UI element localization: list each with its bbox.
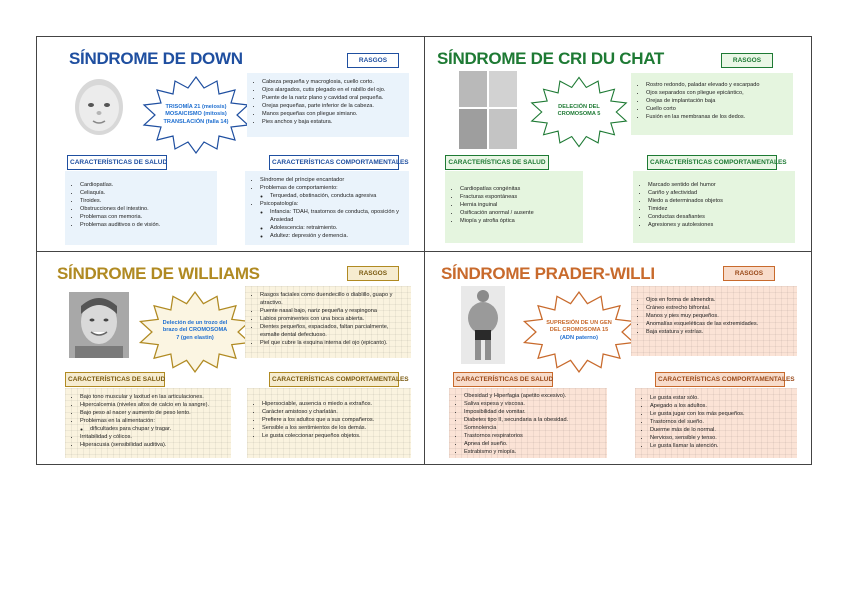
infographic-sheet xyxy=(36,36,812,465)
williams-salud-5: • Irritabilidad y cólicos. xyxy=(80,433,225,441)
down-salud-1: • Cardiopatías. xyxy=(80,181,211,189)
down-rasgo-4: • Orejas pequeñas, parte inferior de la cabeza. xyxy=(262,102,403,110)
williams-rasgo-5: • Piel que cubre la esquina interna del ojo (epicanto). xyxy=(260,339,405,347)
down-comp-3a: ◦ Infancia: TDAH, trastornos de conducta, oposición y Ansiedad xyxy=(270,208,403,224)
williams-salud-1: • Bajo tono muscular y laxitud en las articulaciones. xyxy=(80,393,225,401)
down-comp-3-text: Psicopatología: xyxy=(260,201,299,207)
prader-comp-label: CARACTERÍSTICAS COMPORTAMENTALES xyxy=(655,372,785,387)
down-comp-2 xyxy=(260,184,403,200)
williams-salud-4-text: Problemas en la alimentación: xyxy=(80,418,155,424)
cri-salud-panel xyxy=(445,171,583,243)
cri-salud-5: • Miopía y atrofia óptica xyxy=(460,217,577,225)
down-comp-panel xyxy=(245,171,409,245)
down-salud-label: CARACTERÍSTICAS DE SALUD xyxy=(67,155,167,170)
williams-salud-6: • Hiperacusia (sensibilidad auditiva). xyxy=(80,441,225,449)
williams-comp-panel xyxy=(247,388,411,458)
cri-comp-panel xyxy=(633,171,795,243)
down-quadrant xyxy=(37,37,424,251)
prader-title: SÍNDROME PRADER-WILLI xyxy=(441,264,655,283)
prader-comp-2: • Apegado a los adultos. xyxy=(650,402,791,410)
williams-star-line-3: 7 (gen elastin) xyxy=(176,334,214,341)
prader-salud-3: • Imposibilidad de vomitar. xyxy=(464,408,601,416)
down-salud-3: • Tiroides. xyxy=(80,197,211,205)
down-comp-3 xyxy=(260,200,403,240)
cri-photo-4 xyxy=(489,109,517,149)
prader-comp-6: • Nervioso, sensible y tenso. xyxy=(650,434,791,442)
down-rasgo-1: • Cabeza pequeña y macroglosia, cuello corto. xyxy=(262,78,403,86)
williams-title: SÍNDROME DE WILLIAMS xyxy=(57,264,260,283)
prader-rasgo-1: • Ojos en forma de almendra. xyxy=(646,296,791,304)
williams-salud-4 xyxy=(80,417,225,433)
prader-rasgo-2: • Cráneo estrecho bifrontal. xyxy=(646,304,791,312)
williams-rasgo-2: • Puente nasal bajo, nariz pequeña y respingona xyxy=(260,307,405,315)
cri-quadrant xyxy=(425,37,811,251)
cri-salud-1: • Cardiopatías congénitas xyxy=(460,185,577,193)
prader-salud-4: • Diabetes tipo II, secundaria a la obesidad. xyxy=(464,416,601,424)
prader-comp-1: • Le gusta estar sólo. xyxy=(650,394,791,402)
prader-salud-5: • Somnolencia xyxy=(464,424,601,432)
williams-comp-label: CARACTERÍSTICAS COMPORTAMENTALES xyxy=(269,372,399,387)
prader-salud-label: CARACTERÍSTICAS DE SALUD xyxy=(453,372,553,387)
down-rasgo-6: • Pies anchos y baja estatura. xyxy=(262,118,403,126)
cri-salud-4: • Osificación anormal / ausente xyxy=(460,209,577,217)
prader-quadrant xyxy=(425,252,811,464)
down-comp-1: • Síndrome del príncipe encantador xyxy=(260,176,403,184)
prader-star-line-3: (ADN paterno) xyxy=(560,334,598,341)
prader-comp-3: • Le gusta jugar con los más pequeños. xyxy=(650,410,791,418)
williams-star-text xyxy=(151,310,239,352)
cri-title: SÍNDROME DE CRI DU CHAT xyxy=(437,49,665,68)
cri-comp-5: • Conductas desafiantes xyxy=(648,213,789,221)
down-salud-2: • Celiaquía. xyxy=(80,189,211,197)
cri-salud-2: • Fracturas espontáneas xyxy=(460,193,577,201)
prader-star-line-2: DEL CROMOSOMA 15 xyxy=(549,327,609,334)
down-comp-2a: ◦ Terquedad, obstinación, conducta agresiva xyxy=(270,192,403,200)
cri-salud-label: CARACTERÍSTICAS DE SALUD xyxy=(445,155,549,170)
down-comp-3b: ◦ Adolescencia: retraimiento. xyxy=(270,224,403,232)
williams-rasgos-label: RASGOS xyxy=(347,266,399,281)
williams-rasgo-4: • Dientes pequeños, espaciados, faltan parcialmente, esmalte dental defectuoso. xyxy=(260,323,405,339)
cri-comp-2: • Cariño y afectividad xyxy=(648,189,789,197)
cri-rasgos-panel xyxy=(631,73,793,135)
prader-salud-8: • Estrabismo y miopía. xyxy=(464,448,601,456)
williams-rasgo-1: • Rasgos faciales como duendecillo o diablillo, guapo y atractivo. xyxy=(260,291,405,307)
cri-comp-label: CARACTERÍSTICAS COMPORTAMENTALES xyxy=(647,155,777,170)
down-rasgo-3: • Puente de la nariz plano y cavidad oral pequeña. xyxy=(262,94,403,102)
down-star-line-3: TRANSLACIÓN (falla 14) xyxy=(163,118,229,125)
williams-salud-4a: ◦ dificultades para chupar y tragar. xyxy=(90,425,225,433)
williams-rasgo-3: • Labios prominentes con una boca abierta. xyxy=(260,315,405,323)
cri-rasgo-5: • Fusión en las membranas de los dedos. xyxy=(646,113,787,121)
williams-rasgos-panel xyxy=(245,286,411,358)
williams-comp-2: • Carácter amistoso y charlatán. xyxy=(262,408,405,416)
cri-star-line-1: DELECIÓN DEL xyxy=(558,103,600,110)
cri-photo-3 xyxy=(459,109,487,149)
prader-salud-6: • Trastornos respiratorios xyxy=(464,432,601,440)
prader-salud-1: • Obesidad y Hiperfagia (apetito excesivo). xyxy=(464,392,601,400)
cri-star-text xyxy=(543,91,615,131)
down-comp-2-text: Problemas de comportamiento: xyxy=(260,185,338,191)
williams-comp-4: • Sensible a los sentimientos de los demás. xyxy=(262,424,405,432)
williams-salud-2: • Hipercalcemia (niveles altos de calcio en la sangre). xyxy=(80,401,225,409)
down-star-text xyxy=(155,91,237,139)
prader-salud-2: • Saliva espesa y viscosa. xyxy=(464,400,601,408)
prader-rasgo-4: • Anomalías esqueléticas de las extremidades. xyxy=(646,320,791,328)
williams-comp-5: • Le gusta coleccionar pequeños objetos. xyxy=(262,432,405,440)
prader-salud-panel xyxy=(449,388,607,458)
down-salud-panel xyxy=(65,171,217,245)
down-comp-3c: ◦ Adultez: depresión y demencia. xyxy=(270,232,403,240)
williams-salud-panel xyxy=(65,388,231,458)
down-title: SÍNDROME DE DOWN xyxy=(69,49,243,68)
williams-star-line-1: Deleción de un trozo del xyxy=(162,319,228,326)
williams-comp-3: • Prefiere a los adultos que a sus compañeros. xyxy=(262,416,405,424)
prader-child-photo xyxy=(461,286,505,364)
cri-comp-6: • Agresiones y autolesiones xyxy=(648,221,789,229)
prader-rasgos-panel xyxy=(631,286,797,356)
down-rasgo-2: • Ojos alargados, cutis plegado en el rabillo del ojo. xyxy=(262,86,403,94)
prader-comp-panel xyxy=(635,388,797,458)
williams-comp-1: • Hipersociable, ausencia o miedo a extraños. xyxy=(262,400,405,408)
prader-star-text xyxy=(535,310,623,352)
cri-comp-1: • Marcado sentido del humor xyxy=(648,181,789,189)
prader-rasgo-5: • Baja estatura y estrías. xyxy=(646,328,791,336)
williams-star-line-2: brazo del CROMOSOMA xyxy=(162,327,228,334)
prader-comp-5: • Duerme más de lo normal. xyxy=(650,426,791,434)
cri-rasgo-4: • Cuello corto xyxy=(646,105,787,113)
down-baby-photo xyxy=(69,75,127,139)
williams-child-photo xyxy=(69,292,129,358)
down-salud-4: • Obstrucciones del intestino. xyxy=(80,205,211,213)
prader-star-line-1: SUPRESIÓN DE UN GEN xyxy=(546,319,612,326)
prader-comp-7: • Le gusta llamar la atención. xyxy=(650,442,791,450)
cri-rasgos-label: RASGOS xyxy=(721,53,773,68)
cri-rasgo-1: • Rostro redondo, paladar elevado y escarpado xyxy=(646,81,787,89)
prader-comp-4: • Trastornos del sueño. xyxy=(650,418,791,426)
williams-quadrant xyxy=(37,252,424,464)
down-star-line-2: MOSAICISMO (mitosis) xyxy=(165,111,227,118)
prader-rasgos-label: RASGOS xyxy=(723,266,775,281)
cri-comp-4: • Timidez xyxy=(648,205,789,213)
down-salud-5: • Problemas con memoria. xyxy=(80,213,211,221)
cri-salud-3: • Hernia inguinal xyxy=(460,201,577,209)
down-salud-6: • Problemas auditivos o de visión. xyxy=(80,221,211,229)
down-comp-label: CARACTERÍSTICAS COMPORTAMENTALES xyxy=(269,155,399,170)
prader-salud-7: • Apnea del sueño. xyxy=(464,440,601,448)
cri-photo-2 xyxy=(489,71,517,107)
down-star-line-1: TRISOMÍA 21 (meiosis) xyxy=(165,103,227,110)
down-rasgos-label: RASGOS xyxy=(347,53,399,68)
cri-rasgo-2: • Ojos separados con pliegue epicántico, xyxy=(646,89,787,97)
prader-rasgo-3: • Manos y pies muy pequeños. xyxy=(646,312,791,320)
down-rasgos-panel xyxy=(247,73,409,137)
cri-star-line-2: CROMOSOMA 5 xyxy=(557,111,601,117)
down-rasgo-5: • Manos pequeñas con pliegue simiano. xyxy=(262,110,403,118)
williams-salud-label: CARACTERÍSTICAS DE SALUD xyxy=(65,372,165,387)
cri-photo-1 xyxy=(459,71,487,107)
williams-salud-3: • Bajo peso al nacer y aumento de peso lento. xyxy=(80,409,225,417)
cri-rasgo-3: • Orejas de implantación baja xyxy=(646,97,787,105)
cri-comp-3: • Miedo a determinados objetos xyxy=(648,197,789,205)
